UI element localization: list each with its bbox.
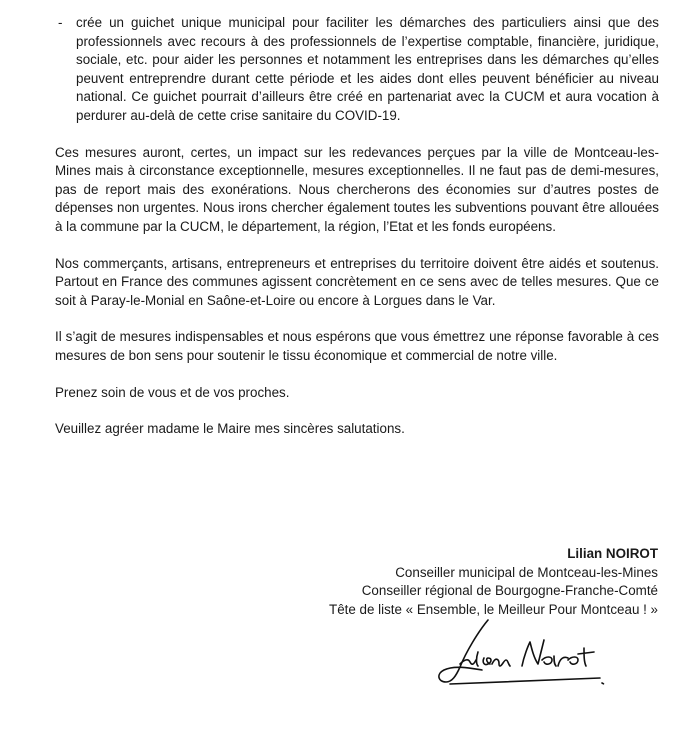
bullet-marker: - xyxy=(58,15,63,30)
paragraph-commercants: Nos commerçants, artisans, entrepreneurs et entreprises du territoire doivent être aidés et soutenus. Partout en France des communes agissent concrètement en ce sens avec de telles mesures. Que ce soit à Paray-le-Monial en Saône-et-Loire ou encore à Lorgues dans le Var. xyxy=(55,255,659,308)
letter-body xyxy=(55,14,659,439)
paragraph-mesures: Ces mesures auront, certes, un impact sur les redevances perçues par la ville de Montceau-les-Mines mais à circonstance exceptionnelle, mesures exceptionnelles. Il ne faut pas de demi-mesures, pas de report mais des exonérations. Nous chercherons des économies sur d’autres postes de dépenses non urgentes. Nous irons chercher également toutes les subventions pouvant être allouées à la commune par la CUCM, le département, la région, l’Etat et les fonds européens. xyxy=(55,144,659,234)
paragraph-salutations: Veuillez agréer madame le Maire mes sincères salutations. xyxy=(55,421,405,437)
signature-block xyxy=(329,545,658,619)
bullet-text: crée un guichet unique municipal pour faciliter les démarches des particuliers ainsi que des professionnels avec recours à des professionnels de l’expertise comptable, financière, juridique, sociale, etc. pour aider les personnes et notamment les entreprises dans les démarches qu’elles peuvent entreprendre durant cette période et les aides dont elles peuvent bénéficier au niveau national. Ce guichet pourrait d’ailleurs être créé en partenariat avec la CUCM et aura vocation à perdurer au-delà de cette crise sanitaire du COVID-19. xyxy=(76,15,659,123)
handwritten-signature xyxy=(430,612,610,692)
signer-title-regional: Conseiller régional de Bourgogne-Franche-Comté xyxy=(361,583,658,599)
paragraph-indispensables: Il s’agit de mesures indispensables et nous espérons que vous émettrez une réponse favorable à ces mesures de bon sens pour soutenir le tissu économique et commercial de notre ville. xyxy=(55,329,659,363)
bullet-item-guichet xyxy=(55,14,659,126)
signer-title-list: Tête de liste « Ensemble, le Meilleur Pour Montceau ! » xyxy=(329,601,658,617)
signer-name: Lilian NOIROT xyxy=(567,546,658,561)
signer-title-municipal: Conseiller municipal de Montceau-les-Mines xyxy=(395,564,658,580)
paragraph-prenez-soin: Prenez soin de vous et de vos proches. xyxy=(55,384,290,400)
